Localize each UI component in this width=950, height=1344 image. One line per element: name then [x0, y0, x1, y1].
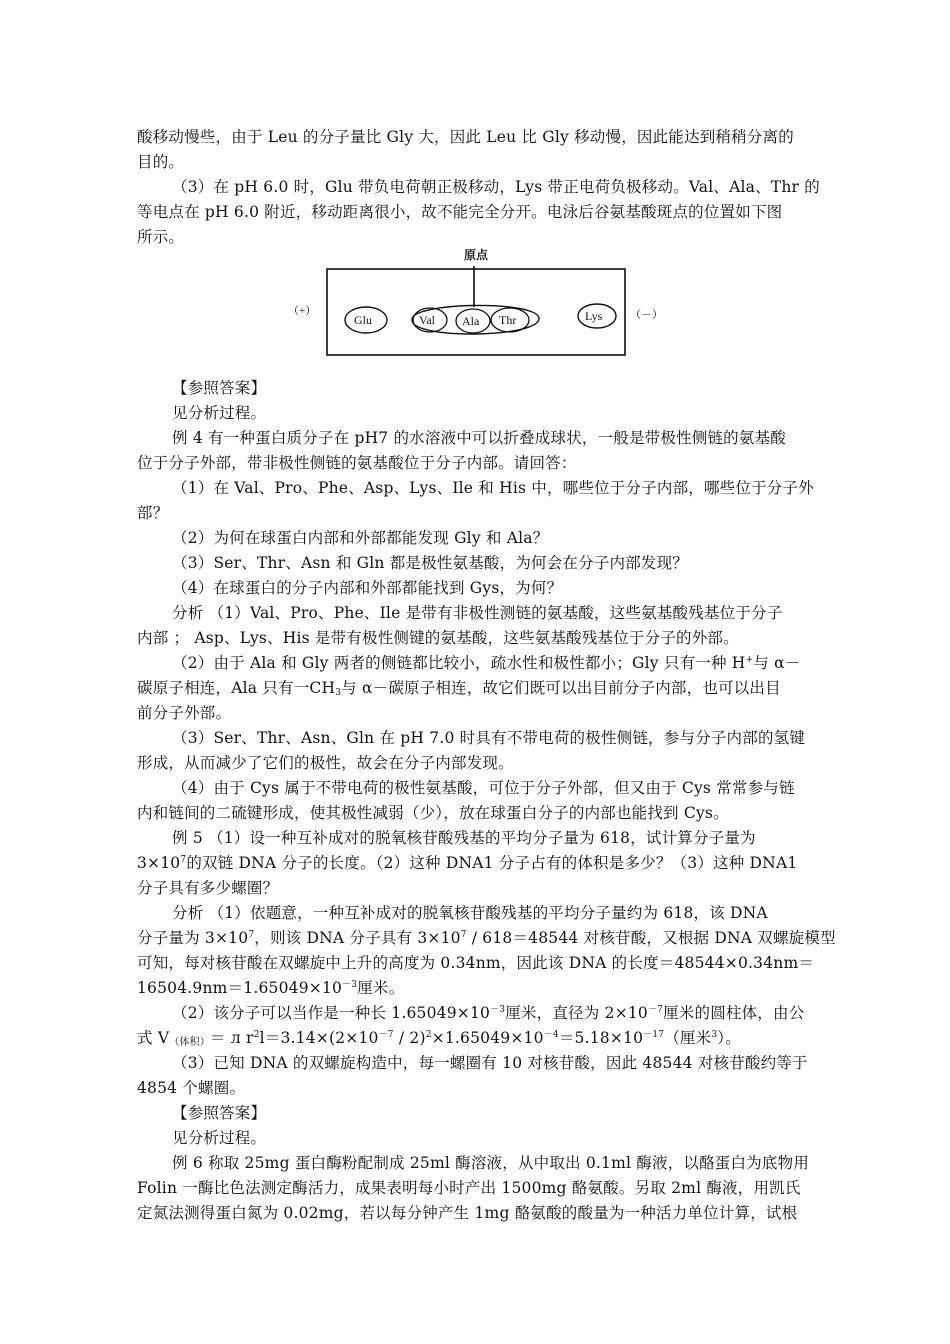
spot-thr-label: Thr — [499, 313, 517, 327]
text-line: 前分子外部。 — [137, 704, 232, 722]
electrophoresis-figure — [284, 244, 663, 362]
origin-label: 原点 — [464, 248, 489, 262]
text-line: 内和链间的二硫键形成，使其极性减弱（少），放在球蛋白分子的内部也能找到 Cys。 — [137, 804, 729, 822]
text-line: 内部 ； Asp、Lys、His 是带有极性侧键的氨基酸，这些氨基酸残基位于分子的外部。 — [137, 629, 739, 647]
text-line: 见分析过程。 — [172, 1129, 267, 1147]
text-line: 式 $V_{(体积)}= л$ $r^2l=3.14\times(2\times 10^{-7} / 2)^2\times 1.65049\times 10^{-4}=5.18\times 10^{-17}$（厘米$^3$）。 — [137, 1029, 741, 1048]
text-line: 分析 （1）依题意，一种互补成对的脱氧核苷酸残基的平均分子量约为 618，该 DNA — [172, 904, 768, 922]
text-line: 4854 个螺圈。 — [137, 1079, 246, 1097]
text-line: $3\times 10^7$的双链 DNA 分子的长度。（2）这种 DNA1 分子占有的体积是多少？（3）这种 DNA1 — [137, 854, 798, 872]
text-line: 目的。 — [137, 153, 185, 171]
text-line: （4）由于 Cys 属于不带电荷的极性氨基酸，可位于分子外部，但又由于 Cys 常常参与链 — [172, 779, 795, 797]
text-line: （2）为何在球蛋白内部和外部都能发现 Gly 和 Ala？ — [172, 529, 549, 547]
text-line: 例 6 称取 25mg 蛋白酶粉配制成 25ml 酶溶液，从中取出 0.1ml 酶液，以酪蛋白为底物用 — [172, 1154, 810, 1172]
text-line: 等电点在 pH 6.0 附近，移动距离很小，故不能完全分开。电泳后谷氨基酸斑点的位置如下图 — [137, 203, 783, 221]
text-line: （2）由于 Ala 和 Gly 两者的侧链都比较小，疏水性和极性都小；Gly 只有一种 H+与 α－ — [172, 654, 801, 672]
text-line: 分子具有多少螺圈？ — [137, 879, 279, 897]
spot-ala-label: Ala — [462, 314, 480, 328]
text-line: 可知，每对核苷酸在双螺旋中上升的高度为 0.34nm，因此该 DNA 的长度＝48544×0.34nm＝ — [137, 954, 815, 972]
text-line: （3）在 pH 6.0 时，Glu 带负电荷朝正极移动，Lys 带正电荷负极移动。Val、Ala、Thr 的 — [172, 178, 820, 196]
text-line: 分析 （1）Val、Pro、Phe、Ile 是带有非极性测链的氨基酸，这些氨基酸残基位于分子 — [172, 604, 783, 622]
answer-heading: 【参照答案】 — [172, 1104, 267, 1122]
text-line: 形成，从而减少了它们的极性，故会在分子内部发现。 — [137, 754, 514, 772]
text-line: （2）该分子可以当作是一种长 $1.65049\times 10^{-3}$厘米，直径为 $2\times 10^{-7}$厘米的圆柱体，由公 — [172, 1004, 805, 1022]
text-line: 酸移动慢些，由于 Leu 的分子量比 Gly 大，因此 Leu 比 Gly 移动慢，因此能达到稍稍分离的 — [137, 128, 794, 146]
text-line: （4）在球蛋白的分子内部和外部都能找到 Gys，为何？ — [172, 579, 563, 597]
spot-lys-label: Lys — [585, 309, 603, 323]
text-line: $16504.9nm=1.65049\times 10^{-3}$厘米。 — [137, 979, 405, 997]
text-line: （1）在 Val、Pro、Phe、Asp、Lys、Ile 和 His 中，哪些位于分子内部，哪些位于分子外 — [172, 479, 814, 497]
text-line: 位于分子外部，带非极性侧链的氨基酸位于分子内部。请回答： — [137, 454, 577, 472]
text-line: 部？ — [137, 504, 169, 522]
text-line: （3）Ser、Thr、Asn、Gln 在 pH 7.0 时具有不带电荷的极性侧链，参与分子内部的氢键 — [172, 729, 806, 747]
text-line: 例 4 有一种蛋白质分子在 pH7 的水溶液中可以折叠成球状，一般是带极性侧链的氨基酸 — [172, 429, 786, 447]
spot-val-label: Val — [419, 313, 435, 327]
gel-frame — [327, 269, 625, 355]
anode-label: （+） — [288, 305, 317, 317]
text-line: （3）Ser、Thr、Asn 和 Gln 都是极性氨基酸，为何会在分子内部发现？ — [172, 554, 689, 572]
text-line: 定氮法测得蛋白氮为 0.02mg，若以每分钟产生 1mg 酪氨酸的酸量为一种活力单位计算，试根 — [137, 1204, 798, 1222]
spot-glu-label: Glu — [354, 313, 372, 327]
text-line: 分子量为 $3\times 10^7$，则该 DNA 分子具有 $3\times 10^7 / 618=48544$ 对核苷酸，又根据 DNA 双螺旋模型 — [137, 929, 836, 947]
text-line: （3）已知 DNA 的双螺旋构造中，每一螺圈有 10 对核苷酸，因此 48544 对核苷酸约等于 — [172, 1054, 808, 1072]
text-line: Folin 一酶比色法测定酶活力，成果表明每小时产出 1500mg 酪氨酸。另取 2ml 酶液，用凯氏 — [137, 1179, 801, 1197]
text-line: 所示。 — [137, 228, 185, 246]
text-line: 碳原子相连，Ala 只有一$CH_3$与 α－碳原子相连，故它们既可以出目前分子内部，也可以出目 — [137, 679, 781, 698]
answer-heading: 【参照答案】 — [172, 379, 267, 397]
text-line: 见分析过程。 — [172, 404, 267, 422]
cathode-label: （－） — [630, 309, 663, 321]
text-line: 例 5 （1）设一种互补成对的脱氧核苷酸残基的平均分子量为 618，试计算分子量为 — [172, 829, 756, 847]
